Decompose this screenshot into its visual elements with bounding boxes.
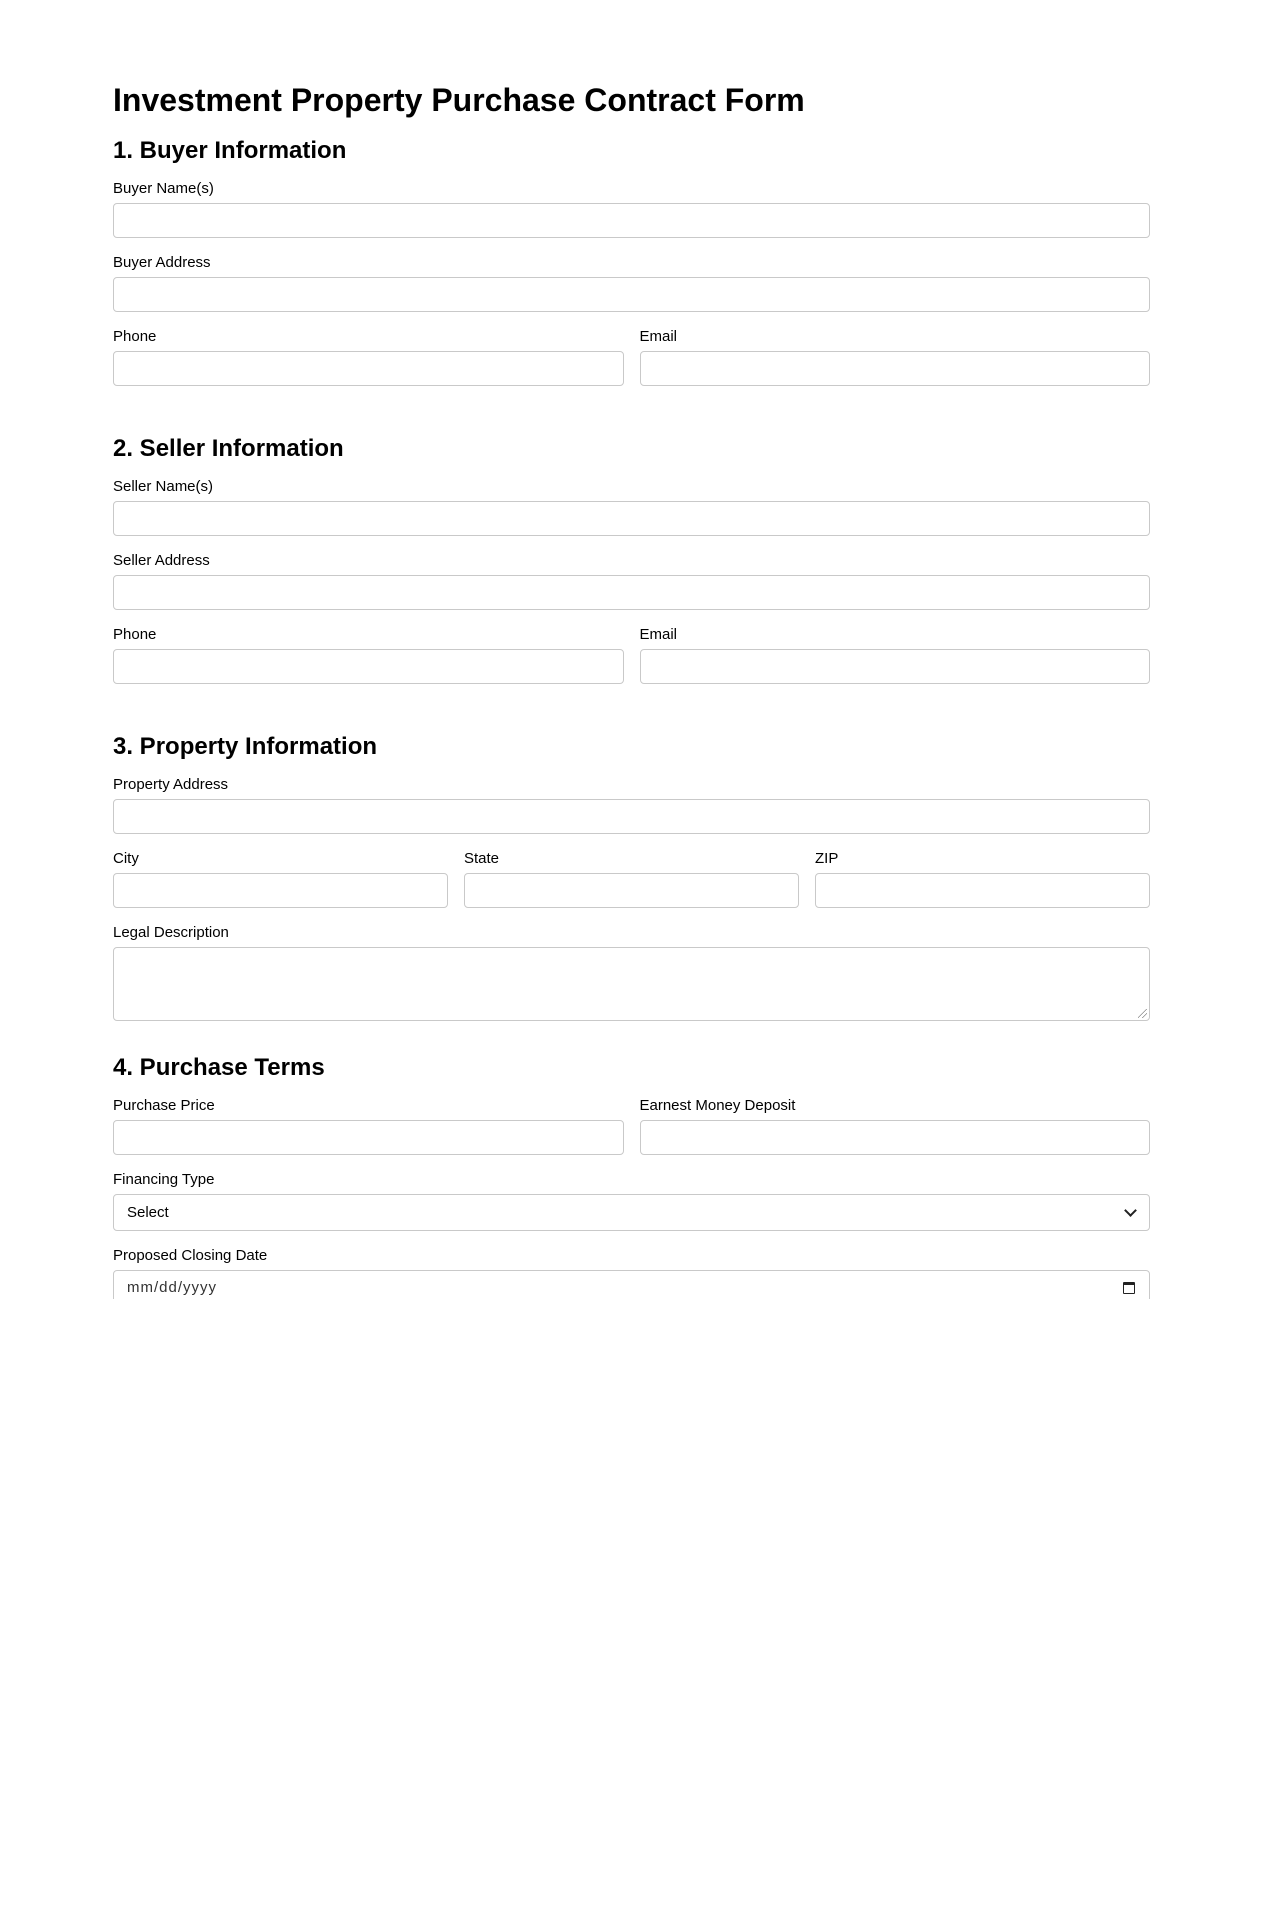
section-purchase-terms [113, 1054, 1150, 1299]
closing-date-label: Proposed Closing Date [113, 1247, 268, 1264]
seller-contact-row [113, 626, 1150, 700]
chevron-down-icon [1124, 1204, 1137, 1217]
buyer-address-label: Buyer Address [113, 254, 211, 271]
financing-type-field [113, 1171, 1150, 1231]
section-heading: 1. Buyer Information [113, 137, 347, 164]
legal-description-field [113, 924, 1150, 1021]
closing-date-field [113, 1247, 1150, 1299]
seller-address-label: Seller Address [113, 552, 210, 569]
seller-email-input[interactable] [640, 649, 1151, 684]
price-deposit-row [113, 1097, 1150, 1171]
purchase-price-field [113, 1097, 624, 1155]
buyer-email-field [640, 328, 1151, 386]
seller-address-field [113, 552, 1150, 610]
city-label: City [113, 850, 139, 867]
buyer-name-field [113, 180, 1150, 238]
seller-email-field [640, 626, 1151, 684]
closing-date-placeholder: mm/dd/yyyy [127, 1279, 218, 1296]
buyer-address-input[interactable] [113, 277, 1150, 312]
zip-field [815, 850, 1150, 908]
purchase-price-input[interactable] [113, 1120, 624, 1155]
buyer-name-label: Buyer Name(s) [113, 180, 214, 197]
property-address-label: Property Address [113, 776, 229, 793]
calendar-icon[interactable] [1123, 1282, 1135, 1294]
zip-label: ZIP [815, 850, 839, 867]
purchase-price-label: Purchase Price [113, 1097, 215, 1114]
property-address-input[interactable] [113, 799, 1150, 834]
city-state-zip-row [113, 850, 1150, 924]
section-heading: 2. Seller Information [113, 435, 344, 462]
form-container [113, 82, 1150, 1299]
buyer-name-input[interactable] [113, 203, 1150, 238]
seller-phone-input[interactable] [113, 649, 624, 684]
city-input[interactable] [113, 873, 448, 908]
closing-date-input[interactable] [113, 1270, 1150, 1299]
seller-email-label: Email [639, 626, 678, 643]
seller-phone-label: Phone [113, 626, 157, 643]
property-fields [113, 776, 1150, 1021]
financing-type-label: Financing Type [113, 1171, 215, 1188]
seller-address-input[interactable] [113, 575, 1150, 610]
purchase-fields [113, 1097, 1150, 1299]
buyer-contact-row [113, 328, 1150, 402]
seller-phone-field [113, 626, 624, 684]
page-title: Investment Property Purchase Contract Form [113, 82, 805, 118]
property-address-field [113, 776, 1150, 834]
resize-handle-icon[interactable] [1138, 1009, 1147, 1018]
buyer-fields [113, 180, 1150, 402]
financing-type-select[interactable] [113, 1194, 1150, 1231]
buyer-phone-label: Phone [113, 328, 157, 345]
earnest-money-field [640, 1097, 1151, 1155]
buyer-email-input[interactable] [640, 351, 1151, 386]
legal-description-textarea[interactable] [113, 947, 1150, 1021]
seller-name-input[interactable] [113, 501, 1150, 536]
buyer-email-label: Email [639, 328, 678, 345]
section-buyer-information [113, 137, 1150, 402]
state-input[interactable] [464, 873, 799, 908]
state-label: State [464, 850, 500, 867]
earnest-money-label: Earnest Money Deposit [639, 1097, 796, 1114]
earnest-money-input[interactable] [640, 1120, 1151, 1155]
seller-name-field [113, 478, 1150, 536]
seller-fields [113, 478, 1150, 700]
seller-name-label: Seller Name(s) [113, 478, 214, 495]
zip-input[interactable] [815, 873, 1150, 908]
buyer-phone-field [113, 328, 624, 386]
buyer-address-field [113, 254, 1150, 312]
state-field [464, 850, 799, 908]
city-field [113, 850, 448, 908]
section-property-information [113, 733, 1150, 1021]
section-seller-information [113, 435, 1150, 700]
buyer-phone-input[interactable] [113, 351, 624, 386]
legal-description-label: Legal Description [113, 924, 229, 941]
section-heading: 3. Property Information [113, 733, 378, 760]
section-heading: 4. Purchase Terms [113, 1054, 325, 1081]
financing-type-selected: Select [127, 1204, 169, 1221]
